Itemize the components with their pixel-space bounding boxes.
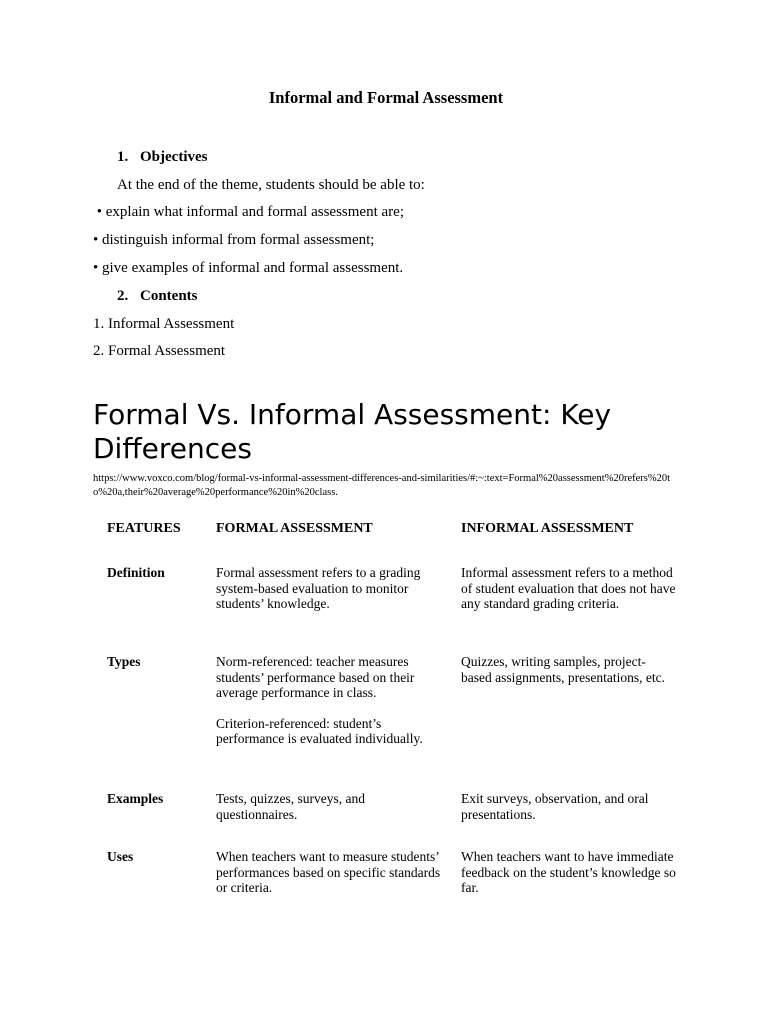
contents-item: 1. Informal Assessment	[93, 316, 235, 332]
objective-item: • give examples of informal and formal assessment.	[93, 260, 404, 276]
row-feature-examples: Examples	[107, 791, 164, 806]
document-title: Informal and Formal Assessment	[268, 88, 504, 107]
cell-formal-uses: When teachers want to measure students’ performances based on specific standards or criteria.	[216, 849, 441, 896]
cell-paragraph: Norm-referenced: teacher measures students’ performance based on their average performance in class.	[216, 654, 415, 701]
table-header-cell: FORMAL ASSESSMENT	[216, 521, 373, 536]
contents-item: 2. Formal Assessment	[93, 343, 226, 359]
cell-paragraph: Criterion-referenced: student’s performance is evaluated individually.	[216, 715, 423, 747]
section-heading-objectives	[117, 149, 207, 166]
cell-formal-types	[216, 654, 441, 747]
table-header-cell: FEATURES	[107, 521, 181, 536]
section-label: Objectives	[140, 149, 208, 165]
section-label: Contents	[140, 288, 198, 304]
objective-item: • distinguish informal from formal assessment;	[93, 232, 375, 248]
cell-informal-types: Quizzes, writing samples, project-based assignments, presentations, etc.	[461, 654, 665, 685]
section-number: 2.	[117, 288, 129, 304]
cell-formal-definition: Formal assessment refers to a grading system-based evaluation to monitor students’ knowledge.	[216, 565, 421, 612]
cell-informal-definition: Informal assessment refers to a method of student evaluation that does not have any standard grading criteria.	[461, 565, 676, 612]
objective-item: • explain what informal and formal assessment are;	[93, 204, 404, 220]
cell-informal-examples: Exit surveys, observation, and oral presentations.	[461, 791, 649, 822]
section-number: 1.	[117, 149, 129, 165]
cell-informal-uses: When teachers want to have immediate feedback on the student’s knowledge so far.	[461, 849, 676, 896]
row-feature-uses: Uses	[107, 849, 134, 864]
section-heading-contents	[117, 288, 198, 305]
table-header-cell: INFORMAL ASSESSMENT	[461, 521, 634, 536]
cell-formal-examples: Tests, quizzes, surveys, and questionnaires.	[216, 791, 366, 822]
comparison-heading: Formal Vs. Informal Assessment: Key Differences	[93, 398, 612, 465]
row-feature-definition: Definition	[107, 565, 165, 580]
source-url: https://www.voxco.com/blog/formal-vs-informal-assessment-differences-and-similarities/#:~:text=Formal%20assessment%20refers%20to%20a,their%20average%20performance%20in%20class.	[93, 473, 671, 498]
row-feature-types: Types	[107, 654, 141, 669]
objectives-intro: At the end of the theme, students should be able to:	[117, 177, 425, 193]
